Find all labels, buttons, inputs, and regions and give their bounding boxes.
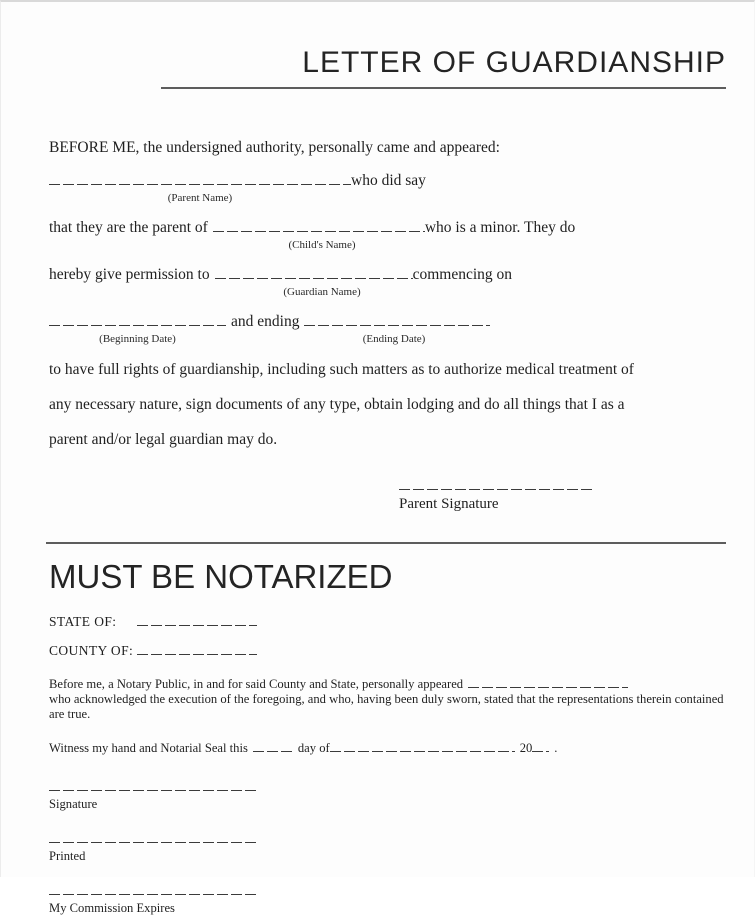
child-row-suffix: who is a minor. They do (424, 219, 576, 236)
notary-signature-blank (49, 777, 256, 791)
county-of-label: COUNTY OF: (49, 643, 134, 658)
witness-line (49, 740, 726, 756)
body-text-line-3: parent and/or legal guardian may do. (49, 431, 278, 448)
parent-row-suffix: who did say (351, 172, 426, 189)
ack-text-line-2: who acknowledged the execution of the foregoing, and who, having been duly sworn, stated that the representations therein contained (49, 692, 724, 706)
parent-signature-block (399, 476, 593, 513)
commission-expires-block (49, 881, 256, 916)
ack-text-line-1: Before me, a Notary Public, in and for said County and State, personally appeared (49, 677, 464, 691)
parent-signature-blank (399, 476, 593, 490)
commission-expires-blank (49, 881, 256, 895)
beginning-date-blank (49, 312, 226, 326)
state-of-blank (137, 612, 257, 626)
ending-date-blank (304, 312, 490, 326)
witness-day-blank (253, 740, 293, 752)
witness-day-of: day of (297, 741, 330, 755)
witness-prefix: Witness my hand and Notarial Seal this (49, 741, 248, 755)
guardian-row-prefix: hereby give permission to (49, 266, 210, 283)
child-row-prefix: that they are the parent of (49, 219, 208, 236)
child-name-caption: (Child's Name) (288, 239, 356, 251)
dates-connector: and ending (231, 313, 300, 330)
beginning-date-caption: (Beginning Date) (99, 333, 176, 345)
parent-name-caption: (Parent Name) (167, 192, 233, 204)
intro-text: BEFORE ME, the undersigned authority, personally came and appeared: (49, 139, 500, 156)
county-of-row (49, 641, 726, 659)
notary-heading: MUST BE NOTARIZED (49, 558, 393, 595)
guardian-row-suffix: commencing on (412, 266, 513, 283)
notary-signature-block (49, 777, 256, 812)
body-text-line-1: to have full rights of guardianship, including such matters as to authorize medical treatment of (49, 361, 634, 378)
child-name-blank (213, 218, 425, 232)
state-of-row (49, 612, 726, 630)
notary-printed-block (49, 829, 256, 864)
witness-period: . (554, 741, 558, 755)
appeared-name-blank (468, 676, 628, 688)
guardian-name-row (49, 265, 726, 298)
section-divider (46, 542, 726, 544)
guardian-name-caption: (Guardian Name) (283, 286, 361, 298)
witness-year-blank (532, 740, 549, 752)
notary-printed-label: Printed (49, 849, 86, 863)
witness-year-prefix: 20 (519, 741, 533, 755)
ack-text-line-3: are true. (49, 707, 91, 721)
notary-signature-label: Signature (49, 797, 98, 811)
commission-expires-label: My Commission Expires (49, 901, 175, 915)
state-of-label: STATE OF: (49, 614, 117, 629)
document-header (1, 2, 754, 78)
witness-month-blank (330, 740, 515, 752)
parent-signature-label: Parent Signature (399, 496, 499, 512)
child-name-row (49, 218, 726, 251)
parent-name-blank (49, 171, 351, 185)
dates-row (49, 312, 726, 345)
notary-section (1, 560, 754, 916)
county-of-blank (137, 641, 257, 655)
acknowledgment-paragraph (49, 676, 726, 722)
ending-date-caption: (Ending Date) (362, 333, 426, 345)
parent-name-row (49, 171, 726, 204)
title-underline (161, 87, 726, 89)
document-title: LETTER OF GUARDIANSHIP (302, 46, 726, 79)
notary-printed-blank (49, 829, 256, 843)
body-text-line-2: any necessary nature, sign documents of any type, obtain lodging and do all things that I as a (49, 396, 625, 413)
guardian-name-blank (215, 265, 413, 279)
form-body (1, 139, 754, 513)
